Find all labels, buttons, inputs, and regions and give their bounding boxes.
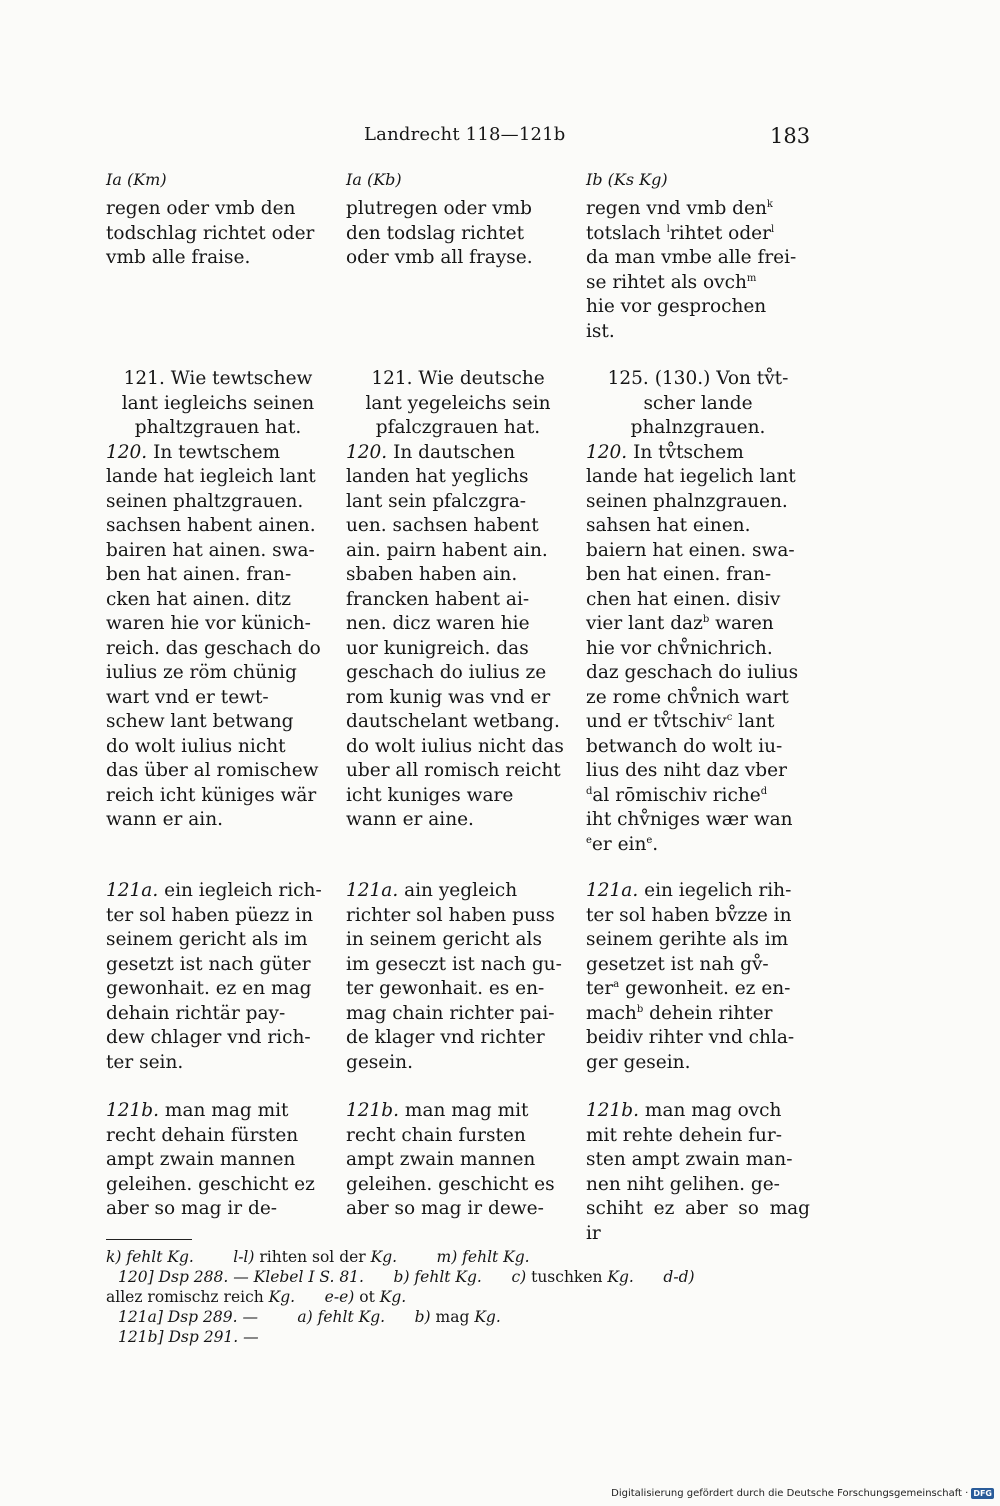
column-2-block-1: [346, 197, 570, 271]
col1-heading-121: 121. Wie tewtschew lant iegleichs seinen phaltzgrauen hat.: [121, 368, 315, 438]
page-number: 183: [770, 124, 811, 148]
col3-text-121a: 121a. ein iegelich rih- ter sol haben bv̊zze in seinem gerihte als im gesetzet ist nah gv̊- ter$^a$ gewonheit. ez en- mach$^b$ dehein rihter beidiv rihter vnd chla- ger gesein.: [586, 880, 795, 1073]
col3-number-120: 120.: [586, 441, 628, 463]
siglum-column-2: Ia (Kb): [346, 170, 402, 189]
col1-number-121a: 121a.: [106, 880, 159, 901]
column-3-block-4: [586, 1099, 810, 1246]
footnote-mark-l: l: [770, 223, 775, 235]
col3-number-121b: 121b.: [586, 1100, 640, 1121]
siglum-column-1: Ia (Km): [106, 170, 167, 189]
column-2-block-2: [346, 367, 570, 833]
col1-text-118: regen oder vmb den todschlag richtet oder vmb alle fraise.: [106, 198, 315, 268]
col2-number-121a: 121a.: [346, 880, 399, 901]
col2-text-121b: 121b. man mag mit recht chain fursten ampt zwain mannen geleihen. geschicht es aber so mag ir dewe-: [346, 1100, 555, 1219]
footnote-mark-d: d: [586, 785, 593, 797]
footnote-mark-b: b: [702, 613, 710, 625]
col1-number-121b: 121b.: [106, 1100, 160, 1121]
footnote-mark-e: e: [646, 834, 653, 846]
dfg-logo: DFG: [973, 1489, 992, 1498]
col1-text-121b: 121b. man mag mit recht dehain fürsten ampt zwain mannen geleihen. geschicht ez aber so mag ir de-: [106, 1100, 315, 1219]
running-header: Landrecht 118—121b: [364, 124, 566, 145]
footnote-mark-c: c: [726, 711, 733, 723]
col3-text-121b: 121b. man mag ovch mit rehte dehein fur- sten ampt zwain man- nen niht gelihen. ge- schiht ez aber so mag ir: [586, 1100, 810, 1244]
footnote-mark-m: m: [746, 272, 757, 284]
col3-text-120: 120. In tv̊tschem lande hat iegelich lant seinen phalnzgrauen. sahsen hat einen. baiern hat einen. swa- ben hat einen. fran- chen hat einen. disiv vier lant daz$^b$ waren hie vor chv̊nichrich. daz geschach do iulius ze rome chv̊nich wart und er tv̊tschiv$^c$ lant betwanch do wolt iu- lius des niht daz vber $^d$al rōmischiv riche$^d$ iht chv̊niges wær wan $^e$er ein$^e$.: [586, 441, 799, 855]
col1-text-121a: 121a. ein iegleich rich- ter sol haben püezz in seinem gericht als im gesetzt ist nach güter gewonhait. ez en mag dehain richtär pay- dew chlager vnd rich- ter sein.: [106, 880, 322, 1073]
footnote-rule: [106, 1239, 192, 1240]
col1-text-120: 120. In tewtschem lande hat iegleich lant seinen phaltzgrauen. sachsen habent ainen. bairen hat ainen. swa- ben hat ainen. fran- cken hat ainen. ditz waren hie vor künich- reich. das geschach do iulius ze röm chünig wart vnd er tewt- schew lant betwang do wolt iulius nicht das über al romischew reich icht küniges wär wann er ain.: [106, 441, 321, 830]
column-1-block-1: [106, 197, 330, 271]
footnote-mark-a: a: [613, 978, 620, 990]
column-1-block-3: [106, 879, 330, 1075]
col2-text-120: 120. In dautschen landen hat yeglichs lant sein pfalczgra- uen. sachsen habent ain. pairn habent ain. sbaben haben ain. francken habent ai- nen. dicz waren hie uor kunigreich. das geschach do iulius ze rom kunig was vnd er dautschelant wetbang. do wolt iulius nicht das uber all romisch reicht icht kuniges ware wann er aine.: [346, 441, 564, 830]
footnote-line-1: k) fehlt Kg. l-l) rihten sol der Kg. m) fehlt Kg.: [106, 1248, 530, 1266]
footnote-mark-l: l: [666, 223, 670, 235]
column-3-block-3: [586, 879, 810, 1075]
column-1-block-2: [106, 367, 330, 833]
column-2-block-4: [346, 1099, 570, 1222]
footnote-mark-b: b: [636, 1003, 644, 1015]
col2-text-118: plutregen oder vmb den todslag richtet oder vmb all frayse.: [346, 198, 533, 268]
column-3-block-2: [586, 367, 810, 857]
col2-text-121a: 121a. ain yegleich richter sol haben puss in seinem gericht als im geseczt ist nach gu- ter gewonhait. es en- mag chain richter pai- de klager vnd richter gesein.: [346, 880, 562, 1073]
col3-number-121a: 121a.: [586, 880, 639, 901]
column-3-block-1: [586, 197, 810, 344]
col3-heading-125: 125. (130.) Von tv̊t- scher lande phalnzgrauen.: [607, 368, 789, 438]
footnote-line-4: 121a] Dsp 289. — a) fehlt Kg. b) mag Kg.: [118, 1308, 501, 1326]
footnote-mark-e: e: [586, 834, 592, 846]
col3-text-118: regen vnd vmb den$^k$ totslach $^l$rihtet oder$^l$ da man vmbe alle frei- se rihtet als ovch$^m$ hie vor gesprochen ist.: [586, 198, 797, 342]
siglum-column-3: Ib (Ks Kg): [586, 170, 668, 189]
footnote-mark-k: k: [766, 198, 773, 210]
footnote-line-2: 120] Dsp 288. — Klebel I S. 81. b) fehlt Kg. c) tuschken Kg. d-d): [118, 1268, 695, 1286]
col2-number-121b: 121b.: [346, 1100, 400, 1121]
col2-heading-121: 121. Wie deutsche lant yegeleichs sein pfalczgrauen hat.: [365, 368, 551, 438]
footnote-line-3: allez romischz reich Kg. e-e) ot Kg.: [106, 1288, 407, 1306]
column-2-block-3: [346, 879, 570, 1075]
footnote-line-5: 121b] Dsp 291. —: [118, 1328, 259, 1346]
column-1-block-4: [106, 1099, 330, 1222]
col1-number-120: 120.: [106, 441, 148, 463]
col2-number-120: 120.: [346, 441, 388, 463]
dfg-credit: Digitalisierung gefördert durch die Deutsche Forschungsgemeinschaft · DFG: [611, 1488, 992, 1499]
footnote-mark-d: d: [760, 785, 768, 797]
